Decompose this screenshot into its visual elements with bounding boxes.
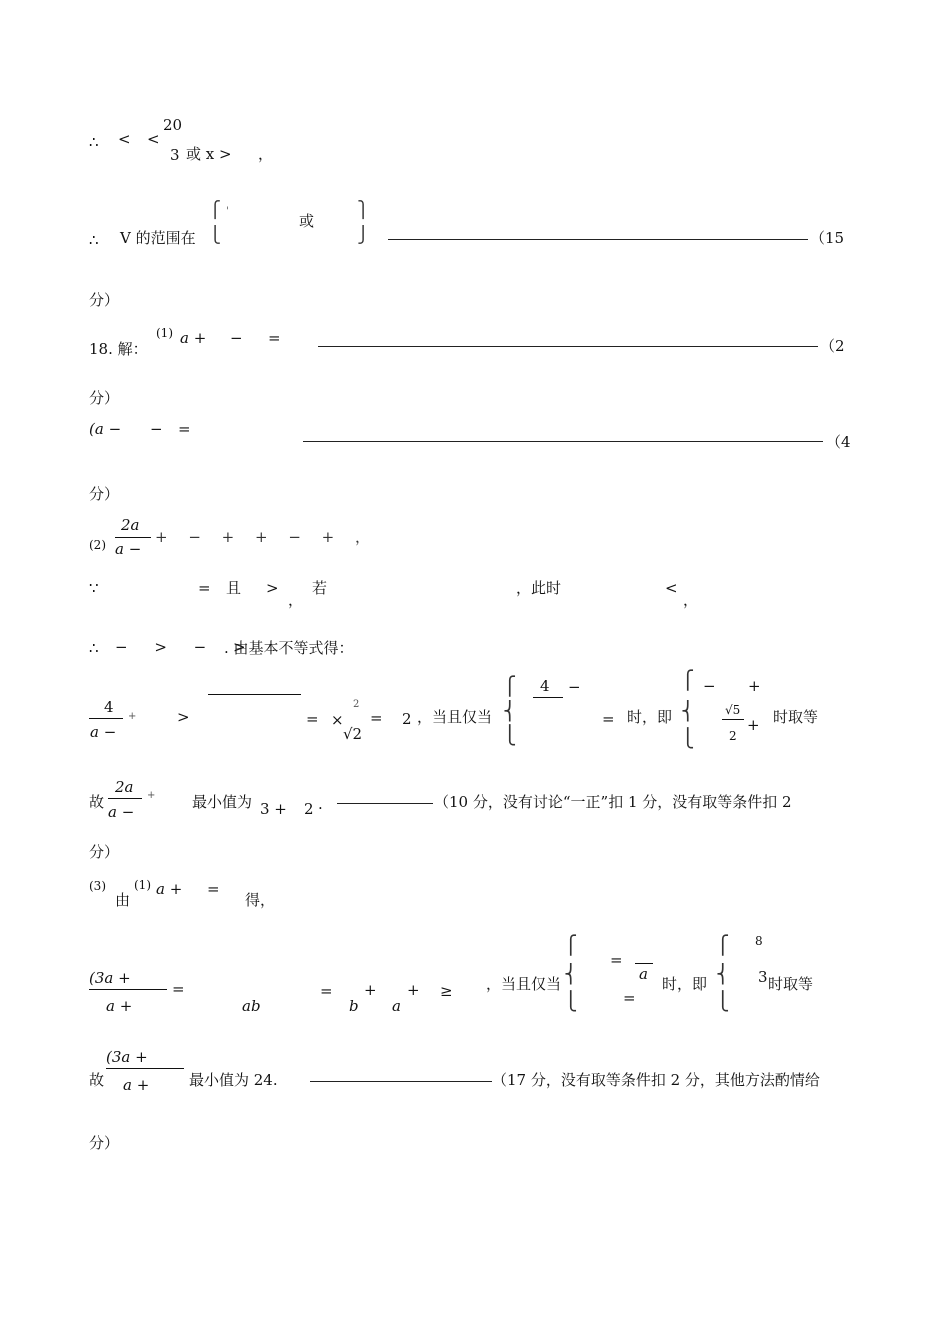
left-brace: ⎩ bbox=[209, 225, 221, 244]
fraction-bar bbox=[635, 963, 653, 964]
fraction-denominator: a + bbox=[106, 997, 133, 1015]
inequality-chain: − > − > bbox=[115, 638, 257, 656]
fraction-bar bbox=[106, 1068, 184, 1069]
score-leader-line bbox=[303, 441, 823, 442]
score-leader-line bbox=[310, 1081, 492, 1082]
fraction-numerator: 20 bbox=[163, 116, 183, 134]
greater-than: > bbox=[266, 579, 279, 597]
you-word: 由 bbox=[115, 891, 131, 909]
number: 2 bbox=[304, 800, 314, 818]
system-brace: ⎩ bbox=[681, 728, 695, 749]
equals-sign: = bbox=[172, 980, 185, 998]
min-value: 3 + bbox=[260, 800, 287, 818]
plus-sign: + bbox=[147, 790, 156, 801]
shi-ji-text: 时，即 bbox=[662, 975, 708, 993]
less-than: < bbox=[118, 130, 131, 148]
fraction-denominator: a + bbox=[123, 1076, 150, 1094]
partial-expression: + − + + − + ， bbox=[155, 528, 379, 546]
comma: ， bbox=[288, 591, 304, 609]
therefore-symbol: ∴ bbox=[89, 639, 99, 657]
part-label: (1) bbox=[156, 326, 173, 340]
fraction-denominator: a − bbox=[108, 803, 135, 821]
minus-sign: − bbox=[568, 678, 581, 696]
equals-sign: = bbox=[178, 420, 191, 438]
when-text: ，当且仅当 bbox=[417, 708, 493, 726]
gu-word: 故 bbox=[89, 793, 105, 811]
qu-deng-text: 时取等 bbox=[773, 708, 819, 726]
fraction-numerator: 4 bbox=[540, 677, 550, 695]
qie-word: 且 bbox=[226, 579, 242, 597]
fraction-denominator: a − bbox=[115, 540, 142, 558]
system-brace: ⎨ bbox=[716, 964, 730, 985]
basic-inequality-text: . 由基本不等式得： bbox=[224, 639, 354, 657]
fraction-denominator: 3 bbox=[170, 146, 180, 164]
right-brace: ⎭ bbox=[357, 225, 369, 244]
fraction-bar bbox=[108, 798, 142, 799]
score-unit: 分） bbox=[89, 485, 120, 503]
equals-sign: = bbox=[602, 710, 615, 728]
fraction-bar bbox=[89, 989, 167, 990]
de-word: 得， bbox=[245, 891, 276, 909]
system-brace: ⎨ bbox=[681, 701, 695, 722]
min-value-text: 最小值为 bbox=[192, 793, 253, 811]
system-brace: ⎩ bbox=[716, 991, 730, 1012]
fraction-bar bbox=[533, 697, 563, 698]
less-than: < bbox=[665, 579, 678, 597]
part-label: (2) bbox=[89, 538, 106, 552]
fraction-denominator: 2 bbox=[729, 729, 737, 743]
shi-ji-text: 时，即 bbox=[627, 708, 673, 726]
score-unit: 分） bbox=[89, 843, 120, 861]
fraction-numerator: (3a + bbox=[89, 969, 131, 987]
greater-than: > bbox=[177, 708, 190, 726]
equals-sign: = bbox=[268, 329, 281, 347]
qu-deng-text: 时取等 bbox=[768, 975, 814, 993]
right-brace: ⎫ bbox=[357, 200, 369, 219]
equals-sign: = bbox=[370, 709, 383, 727]
plus-sign: + bbox=[364, 981, 377, 999]
expression: (a − bbox=[89, 420, 122, 438]
system-brace: ⎧ bbox=[716, 935, 730, 956]
fraction-bar bbox=[722, 719, 744, 720]
number: 2 bbox=[353, 699, 360, 710]
system-brace: ⎨ bbox=[503, 701, 517, 722]
ruo-word: 若 bbox=[312, 579, 328, 597]
system-brace: ⎨ bbox=[564, 964, 578, 985]
reference-label: (1) bbox=[134, 878, 151, 892]
score-leader-line bbox=[388, 239, 808, 240]
score-marker: （2 bbox=[820, 337, 845, 355]
value-three: 3 bbox=[758, 968, 768, 986]
or-word: 或 bbox=[299, 212, 315, 230]
fraction-denominator: a − bbox=[90, 723, 117, 741]
score-leader-line bbox=[337, 803, 433, 804]
system-brace: ⎩ bbox=[564, 991, 578, 1012]
comma: ， bbox=[683, 591, 699, 609]
plus-sign: + bbox=[748, 677, 761, 695]
equals-sign: = bbox=[320, 982, 333, 1000]
equals-sign: = bbox=[306, 710, 319, 728]
equals-sign: = bbox=[623, 989, 636, 1007]
v-range-text: V 的范围在 bbox=[120, 229, 196, 247]
equals-sign: = bbox=[198, 579, 211, 597]
times-sign: × bbox=[331, 711, 344, 729]
sqrt-two: √2 bbox=[343, 725, 363, 743]
system-brace: ⎧ bbox=[681, 670, 695, 691]
score-leader-line bbox=[318, 346, 818, 347]
denominator-ab: ab bbox=[242, 997, 261, 1015]
score-unit: 分） bbox=[89, 1134, 120, 1152]
equals-sign: = bbox=[610, 951, 623, 969]
cishi-text: ，此时 bbox=[516, 579, 562, 597]
when-text: ，当且仅当 bbox=[486, 975, 562, 993]
therefore-symbol: ∴ bbox=[89, 133, 99, 151]
part-label: (3) bbox=[89, 879, 106, 893]
therefore-symbol: ∴ bbox=[89, 231, 99, 249]
plus-sign: + bbox=[407, 981, 420, 999]
system-brace: ⎧ bbox=[503, 676, 517, 697]
denominator-b: b bbox=[349, 997, 359, 1015]
score-note: （10 分，没有讨论“一正”扣 1 分，没有取等条件扣 2 bbox=[434, 793, 792, 811]
because-symbol: ∵ bbox=[89, 579, 99, 597]
plus-sign: + bbox=[747, 716, 760, 734]
faint-mark: ' bbox=[226, 206, 229, 217]
fraction-numerator: 2a bbox=[115, 778, 134, 796]
denominator-a: a bbox=[392, 997, 401, 1015]
problem-18-heading: 18. 解： bbox=[89, 340, 148, 358]
expression: a + bbox=[156, 880, 183, 898]
score-unit: 分） bbox=[89, 389, 120, 407]
period: . bbox=[318, 795, 323, 813]
plus-sign: + bbox=[128, 711, 137, 722]
or-x-greater: 或 x > bbox=[186, 145, 232, 163]
less-than: < bbox=[147, 130, 160, 148]
fraction-numerator: 4 bbox=[104, 698, 114, 716]
left-brace: ⎧ bbox=[209, 200, 221, 219]
fraction-numerator: (3a + bbox=[106, 1048, 148, 1066]
value-eight: 8 bbox=[755, 934, 763, 948]
equals-sign: = bbox=[207, 880, 220, 898]
radical-bar bbox=[208, 694, 301, 695]
gu-word: 故 bbox=[89, 1071, 105, 1089]
expression: a + bbox=[180, 329, 207, 347]
score-marker: （15 bbox=[810, 229, 845, 247]
number: 2 bbox=[402, 710, 412, 728]
system-brace: ⎩ bbox=[503, 725, 517, 746]
score-marker: （4 bbox=[826, 433, 851, 451]
denominator-a: a bbox=[639, 965, 648, 983]
system-brace: ⎧ bbox=[564, 935, 578, 956]
sqrt-five: √5 bbox=[725, 703, 741, 717]
min-value-text: 最小值为 24. bbox=[189, 1071, 278, 1089]
comma: ， bbox=[258, 145, 274, 163]
fraction-bar bbox=[115, 537, 151, 538]
minus-sign: − bbox=[150, 420, 163, 438]
minus-sign: − bbox=[703, 677, 716, 695]
fraction-numerator: 2a bbox=[121, 516, 140, 534]
fraction-bar bbox=[89, 718, 123, 719]
geq-sign: ≥ bbox=[440, 982, 453, 1000]
minus-sign: − bbox=[230, 329, 243, 347]
score-unit: 分） bbox=[89, 291, 120, 309]
score-note: （17 分，没有取等条件扣 2 分，其他方法酌情给 bbox=[492, 1071, 820, 1089]
